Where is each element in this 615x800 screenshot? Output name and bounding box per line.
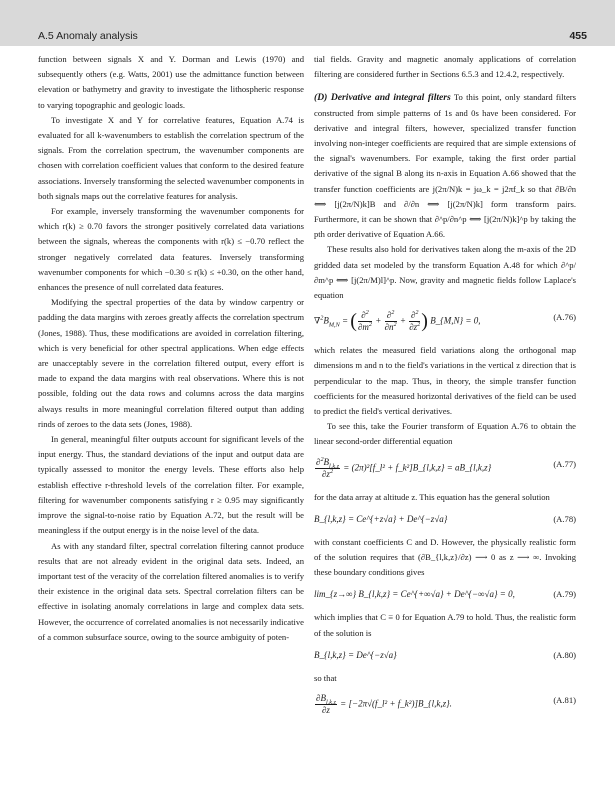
equation-label: (A.78) (553, 513, 576, 524)
equation-rhs: B_{l,k,z} = De^{−z√a} (314, 649, 397, 660)
equation-a77 (314, 453, 576, 487)
equation-rhs: = [−2π√(f_l² + f_k²)]B_{l,k,z}. (340, 698, 452, 709)
page-number: 455 (569, 30, 587, 42)
equation-rhs: lim_{z→∞} B_{l,k,z} = Ce^{+∞√a} + De^{−∞√a} = 0, (314, 589, 515, 600)
paragraph-text: To this point, only standard filters constructed from simple patterns of 1s and 0s have been considered. For derivative and integral filters, however, specialized transfer function involving non-integer coefficients are required that are simple extensions of the signal's wavenumbers. For example, taking the first order partial derivative of the signal B along its n-axis in Equation A.66 showed that the transfer function coefficients are j(2π/N)k = jω_k = j2πf_k so that ∂B/∂n ⟺ [j(2π/N)k]B and ∂/∂n ⟺ [j(2π/N)k] form transform pairs. Furthermore, it can be shown that ∂^p/∂n^p ⟺ [j(2π/N)k]^p by taking the pth order derivative of Equation A.66. (314, 92, 576, 240)
paragraph: which relates the measured field variations along the orthogonal map dimensions m and n to the field's variations in the vertical z direction that is perpendicular to the map. Thus, in theory, the simple transfer function coefficients for the measured horizontal derivatives of the field can be used to predict the field's vertical derivatives. (314, 345, 576, 417)
equation-rhs: = (2π)²[f_l² + f_k²]B_{l,k,z} = aB_{l,k,z} (343, 462, 492, 473)
equation-body: $\frac{\partial^2B_{l,k,z}}{\partial z^2}$ = (2π)²[f_l² + f_k²]B_{l,k,z} = aB_{l,k,z} (316, 455, 492, 479)
paragraph: function between signals X and Y. Dorman and Lewis (1970) and subsequently others (e.g. Watts, 2001) use the admittance function between elevation or bathymetry and gravity to investigate the lithospheric response to varying topographic and geologic loads. (38, 54, 304, 110)
paragraph: These results also hold for derivatives taken along the m-axis of the 2D gridded data set modeled by the transform Equation A.48 for which ∂^p/∂m^p ⟺ [j(2π/M)l]^p. Now, gravity and magnetic fields follow Laplace's equation (314, 244, 576, 301)
section-heading: (D) Derivative and integral filters (314, 92, 451, 104)
equation-a79 (314, 583, 576, 607)
paragraph: tial fields. Gravity and magnetic anomaly applications of correlation filtering are considered further in Sections 6.5.3 and 12.4.2, respectively. (314, 54, 576, 80)
right-column (314, 52, 576, 726)
equation-body: $\frac{\partial B_{l,k,z}}{\partial z}$ = [−2π√(f_l² + f_k²)]B_{l,k,z}. (316, 693, 452, 716)
section-title: A.5 Anomaly analysis (38, 30, 138, 42)
paragraph: To investigate X and Y for correlative features, Equation A.74 is evaluated for all k-wavenumbers to establish the correlation spectrum of the signals. From the correlation spectrum, the wavenumber components are chosen with correlation coefficient values that conform to the desired feature associations. Inversely transforming the selected wavenumber components in both signals maps out the correlative features for analysis. (38, 114, 304, 201)
equation-label: (A.76) (553, 312, 576, 323)
equation-rhs: B_{M,N} = 0, (430, 315, 481, 326)
equation-a80 (314, 644, 576, 668)
paragraph: for the data array at altitude z. This equation has the general solution (314, 491, 550, 502)
running-header (0, 0, 615, 46)
section-paragraph (314, 90, 576, 242)
equation-label: (A.80) (553, 649, 576, 660)
equation-label: (A.77) (553, 458, 576, 469)
paragraph: For example, inversely transforming the wavenumber components for which r(k) ≥ 0.70 favors the stronger positively correlated data variations between the signals, whereas the components with r(k) ≤ −0.70 reflect the stronger negatively correlated data features. Inversely transforming wavenumber components for which −0.30 ≤ r(k) ≤ +0.30, on the other hand, enhances the presence of null correlated data features. (38, 206, 304, 293)
paragraph: In general, meaningful filter outputs account for significant levels of the input energy. Thus, the standard deviations of the input and output data are typically assessed to monitor the energy levels. These efforts also help establish effective r-threshold levels of the correlation filter. For example, filtering for wavenumber components satisfying r ≥ 0.95 may significantly improve the signal-to-noise ratio by Equation A.72, but the result will be meaningless if the output energy is in the noise level of the data. (38, 434, 304, 536)
equation-a78 (314, 508, 576, 532)
paragraph: so that (314, 672, 337, 683)
equation-label: (A.81) (553, 695, 576, 706)
equation-label: (A.79) (553, 589, 576, 600)
paragraph: which implies that C ≡ 0 for Equation A.79 to hold. Thus, the realistic form of the solution is (314, 612, 576, 638)
equation-body: $\nabla^2B_{M,N}$ = ( $\frac{\partial^2}{\partial m^2}$ + $\frac{\partial^2}{\partial n^2}$ + $\frac{\partial^2}{\partial z^2}$ ) B_{M,N} = 0, (314, 309, 481, 333)
equation-a81 (314, 689, 576, 723)
paragraph: To see this, take the Fourier transform of Equation A.76 to obtain the linear second-order differential equation (314, 421, 576, 447)
equation-a76 (314, 306, 576, 340)
paragraph: Modifying the spectral properties of the data by window carpentry or padding the data margins with zeroes greatly affects the correlation spectrum (Jones, 1988). Thus, these modifications are avoided in correlation filtering, which is very beneficial for other spectral applications. When edge effects are unacceptably severe in the correlation filtered output, every effort is made to expand the data margins with real observations. Where this is not possible, folding out the data rows and columns across the data margins always results in more meaningful correlation filtered output than adding rinds of zeroes to the data sets (Jones, 1988). (38, 297, 304, 429)
paragraph: with constant coefficients C and D. However, the physically realistic form of the solution requires that (∂B_{l,k,z}/∂z) ⟶ 0 as z ⟶ ∞. Invoking these boundary conditions gives (314, 536, 576, 578)
paragraph: As with any standard filter, spectral correlation filtering cannot produce results that are not already evident in the original data sets. Indeed, an important test of the veracity of the correlation filtered anomalies is to verify their existence in the original data sets. Spectral correlation filters can be effective in isolating anomaly correlations in large and complex data sets. However, the occurrence of correlated anomalies is not necessarily indicative of a common subsurface source, owing to the source ambiguity of poten- (38, 540, 304, 642)
equation-rhs: B_{l,k,z} = Ce^{+z√a} + De^{−z√a} (314, 513, 448, 524)
left-column (38, 52, 304, 645)
